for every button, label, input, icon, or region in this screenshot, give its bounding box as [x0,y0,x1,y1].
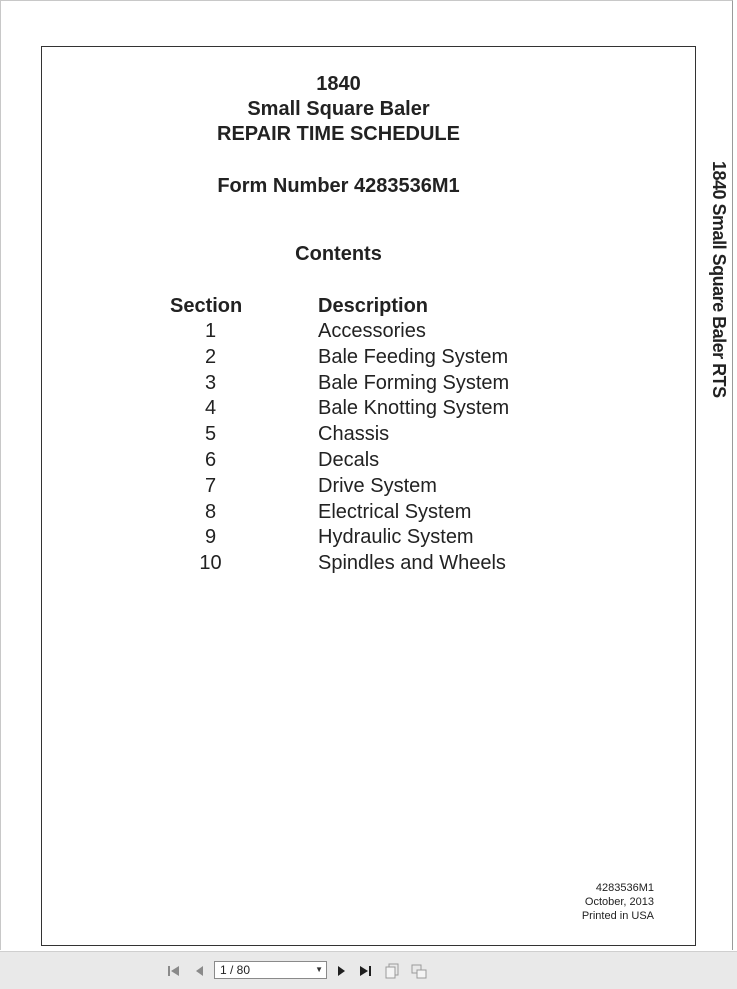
contents-row [1,423,701,449]
section-description: Bale Forming System [318,371,510,394]
model-number: 1840 [316,73,361,95]
contents-row [1,501,701,527]
section-number: 4 [204,397,217,420]
two-page-view-icon[interactable] [410,962,428,980]
contents-row [1,449,701,475]
contents-row [1,475,701,501]
contents-row [1,397,701,423]
section-description: Accessories [318,320,426,342]
form-number: Form Number 4283536M1 [217,175,460,197]
section-number: 10 [199,552,222,575]
side-spine-title: 1840 Small Square Baler RTS [709,161,729,398]
section-number: 3 [204,371,217,394]
document-type: REPAIR TIME SCHEDULE [217,123,460,145]
section-description: Drive System [318,474,437,497]
page-number-input[interactable] [214,961,327,979]
chevron-down-icon[interactable]: ▼ [315,965,323,974]
contents-heading: Contents [295,243,382,265]
contents-row [1,526,701,552]
section-number: 9 [204,526,217,549]
section-description: Chassis [318,423,390,446]
single-page-view-icon[interactable] [384,962,402,980]
footer-note [582,881,654,923]
section-description: Hydraulic System [318,526,474,549]
description-column-header: Description [318,295,429,317]
section-number: 7 [204,474,217,497]
footer-date: October, 2013 [584,896,654,908]
section-number: 5 [204,423,217,446]
footer-code: 4283536M1 [595,882,654,894]
first-page-icon[interactable] [166,962,182,980]
section-column-header: Section [170,295,243,317]
section-number: 2 [204,345,217,368]
previous-page-icon[interactable] [192,962,206,980]
section-description: Bale Feeding System [318,345,509,368]
contents-row [1,372,701,398]
footer-printed: Printed in USA [581,910,654,922]
contents-table [1,320,701,578]
section-description: Bale Knotting System [318,397,510,420]
contents-row [1,346,701,372]
section-description: Decals [318,448,380,471]
section-number: 1 [204,320,217,342]
page-indicator: 1 / 80 [220,963,251,977]
section-number: 6 [204,448,217,471]
section-description: Spindles and Wheels [318,552,506,575]
product-name: Small Square Baler [247,98,430,120]
section-number: 8 [204,500,217,523]
contents-row [1,320,701,346]
viewer-toolbar [0,951,737,989]
section-description: Electrical System [318,500,472,523]
next-page-icon[interactable] [335,962,349,980]
contents-row [1,552,701,578]
last-page-icon[interactable] [358,962,374,980]
